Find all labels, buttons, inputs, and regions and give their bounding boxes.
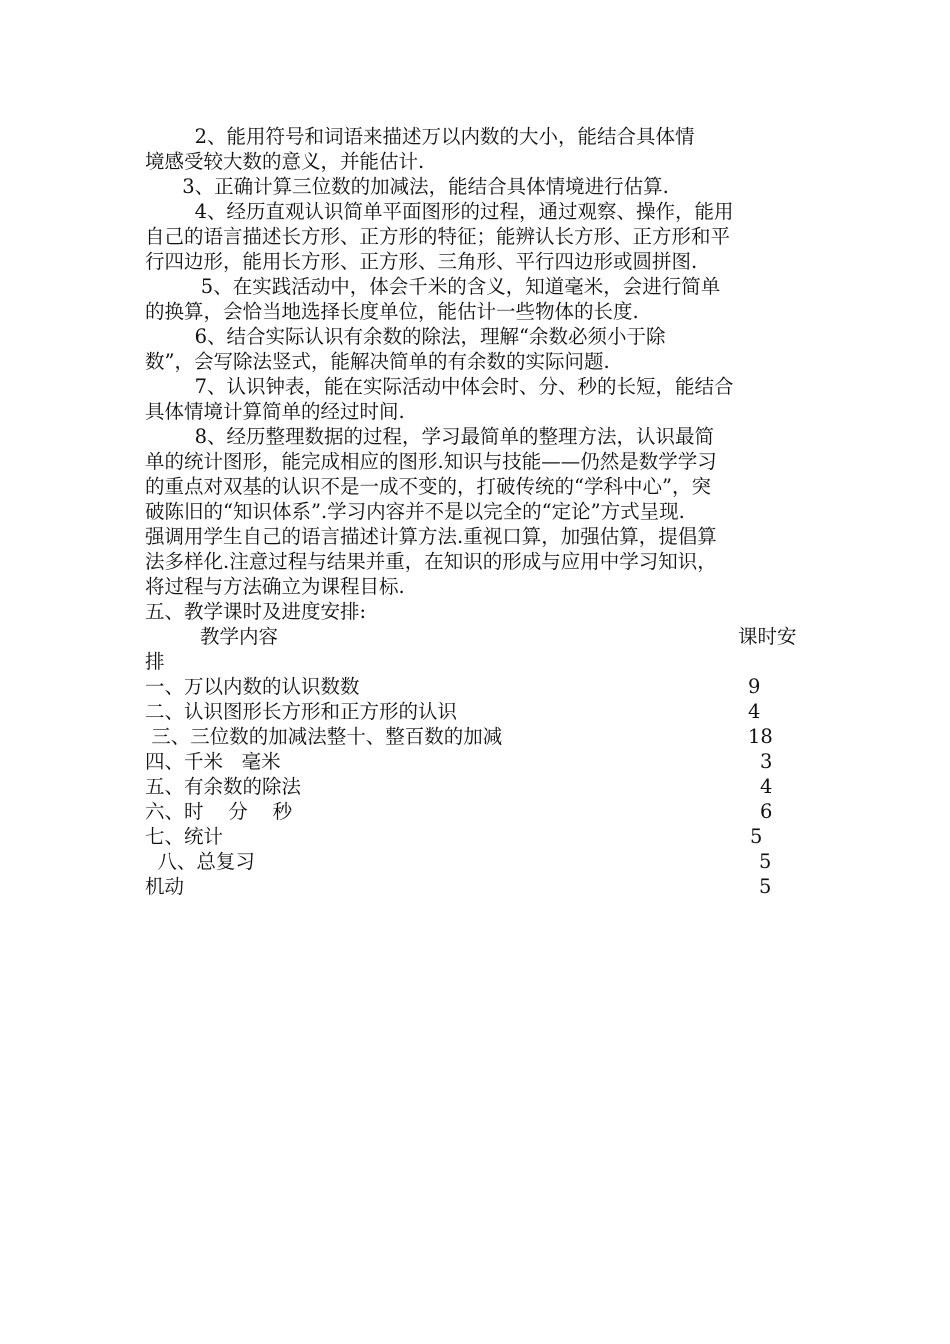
table-row-2-hours: 4	[748, 700, 761, 723]
p4-line-2: 自己的语言描述长方形、正方形的特征；能辨认长方形、正方形和平	[145, 225, 731, 248]
p8-line-7: 将过程与方法确立为课程目标.	[145, 575, 405, 598]
table-header-content: 教学内容	[200, 625, 279, 648]
table-row-6-hours: 6	[760, 800, 773, 823]
p8-line-1: 8、经历整理数据的过程，学习最简单的整理方法，认识最简	[145, 425, 714, 448]
p4-line-1: 4、经历直观认识简单平面图形的过程，通过观察、操作，能用	[145, 200, 734, 223]
p8-line-5: 强调用学生自己的语言描述计算方法.重视口算，加强估算，提倡算	[145, 525, 717, 548]
table-row-7-hours: 5	[750, 825, 763, 848]
table-row-2-label: 二、认识图形长方形和正方形的认识	[145, 700, 458, 723]
p7-line-1: 7、认识钟表，能在实际活动中体会时、分、秒的长短，能结合	[145, 375, 734, 398]
table-row-1-label: 一、万以内数的认识数数	[145, 675, 360, 698]
p7-line-2: 具体情境计算简单的经过时间.	[145, 400, 405, 423]
table-row-8-hours: 5	[759, 850, 772, 873]
p6-line-1: 6、结合实际认识有余数的除法，理解“余数必须小于除	[145, 325, 666, 348]
table-row-1-hours: 9	[748, 675, 761, 698]
p8-line-4: 破陈旧的“知识体系”.学习内容并不是以完全的“定论”方式呈现.	[145, 500, 685, 523]
p6-line-2: 数”，会写除法竖式，能解决简单的有余数的实际问题.	[145, 350, 610, 373]
p4-line-3: 行四边形，能用长方形、正方形、三角形、平行四边形或圆拼图.	[145, 250, 698, 273]
p8-line-3: 的重点对双基的认识不是一成不变的，打破传统的“学科中心”，突	[145, 475, 711, 498]
table-row-3-hours: 18	[748, 725, 773, 748]
table-row-8-label: 八、总复习	[145, 850, 255, 873]
p8-line-2: 单的统计图形，能完成相应的图形.知识与技能——仍然是数学学习	[145, 450, 717, 473]
table-row-3-label: 三、三位数的加减法整十、整百数的加减	[145, 725, 503, 748]
table-header-hours-part1: 课时安	[738, 625, 797, 648]
table-row-7-label: 七、统计	[145, 825, 224, 848]
table-row-9-label: 机动	[145, 875, 185, 898]
p5-line-2: 的换算，会恰当地选择长度单位，能估计一些物体的长度.	[145, 300, 639, 323]
table-row-9-hours: 5	[759, 875, 772, 898]
p8-line-6: 法多样化.注意过程与结果并重，在知识的形成与应用中学习知识，	[145, 550, 717, 573]
p2-line-2: 境感受较大数的意义，并能估计.	[145, 150, 425, 173]
table-row-5-hours: 4	[760, 775, 773, 798]
table-row-5-label: 五、有余数的除法	[145, 775, 302, 798]
table-row-6-label: 六、时 分 秒	[145, 800, 293, 823]
table-header-hours-part2: 排	[145, 650, 165, 673]
p3-line-1: 3、正确计算三位数的加减法，能结合具体情境进行估算.	[145, 175, 669, 198]
section-heading: 五、教学课时及进度安排:	[145, 600, 367, 623]
p2-line-1: 2、能用符号和词语来描述万以内数的大小，能结合具体情	[145, 125, 695, 148]
table-row-4-hours: 3	[760, 750, 773, 773]
table-row-4-label: 四、千米 毫米	[145, 750, 281, 773]
p5-line-1: 5、在实践活动中，体会千米的含义，知道毫米，会进行简单	[145, 275, 721, 298]
